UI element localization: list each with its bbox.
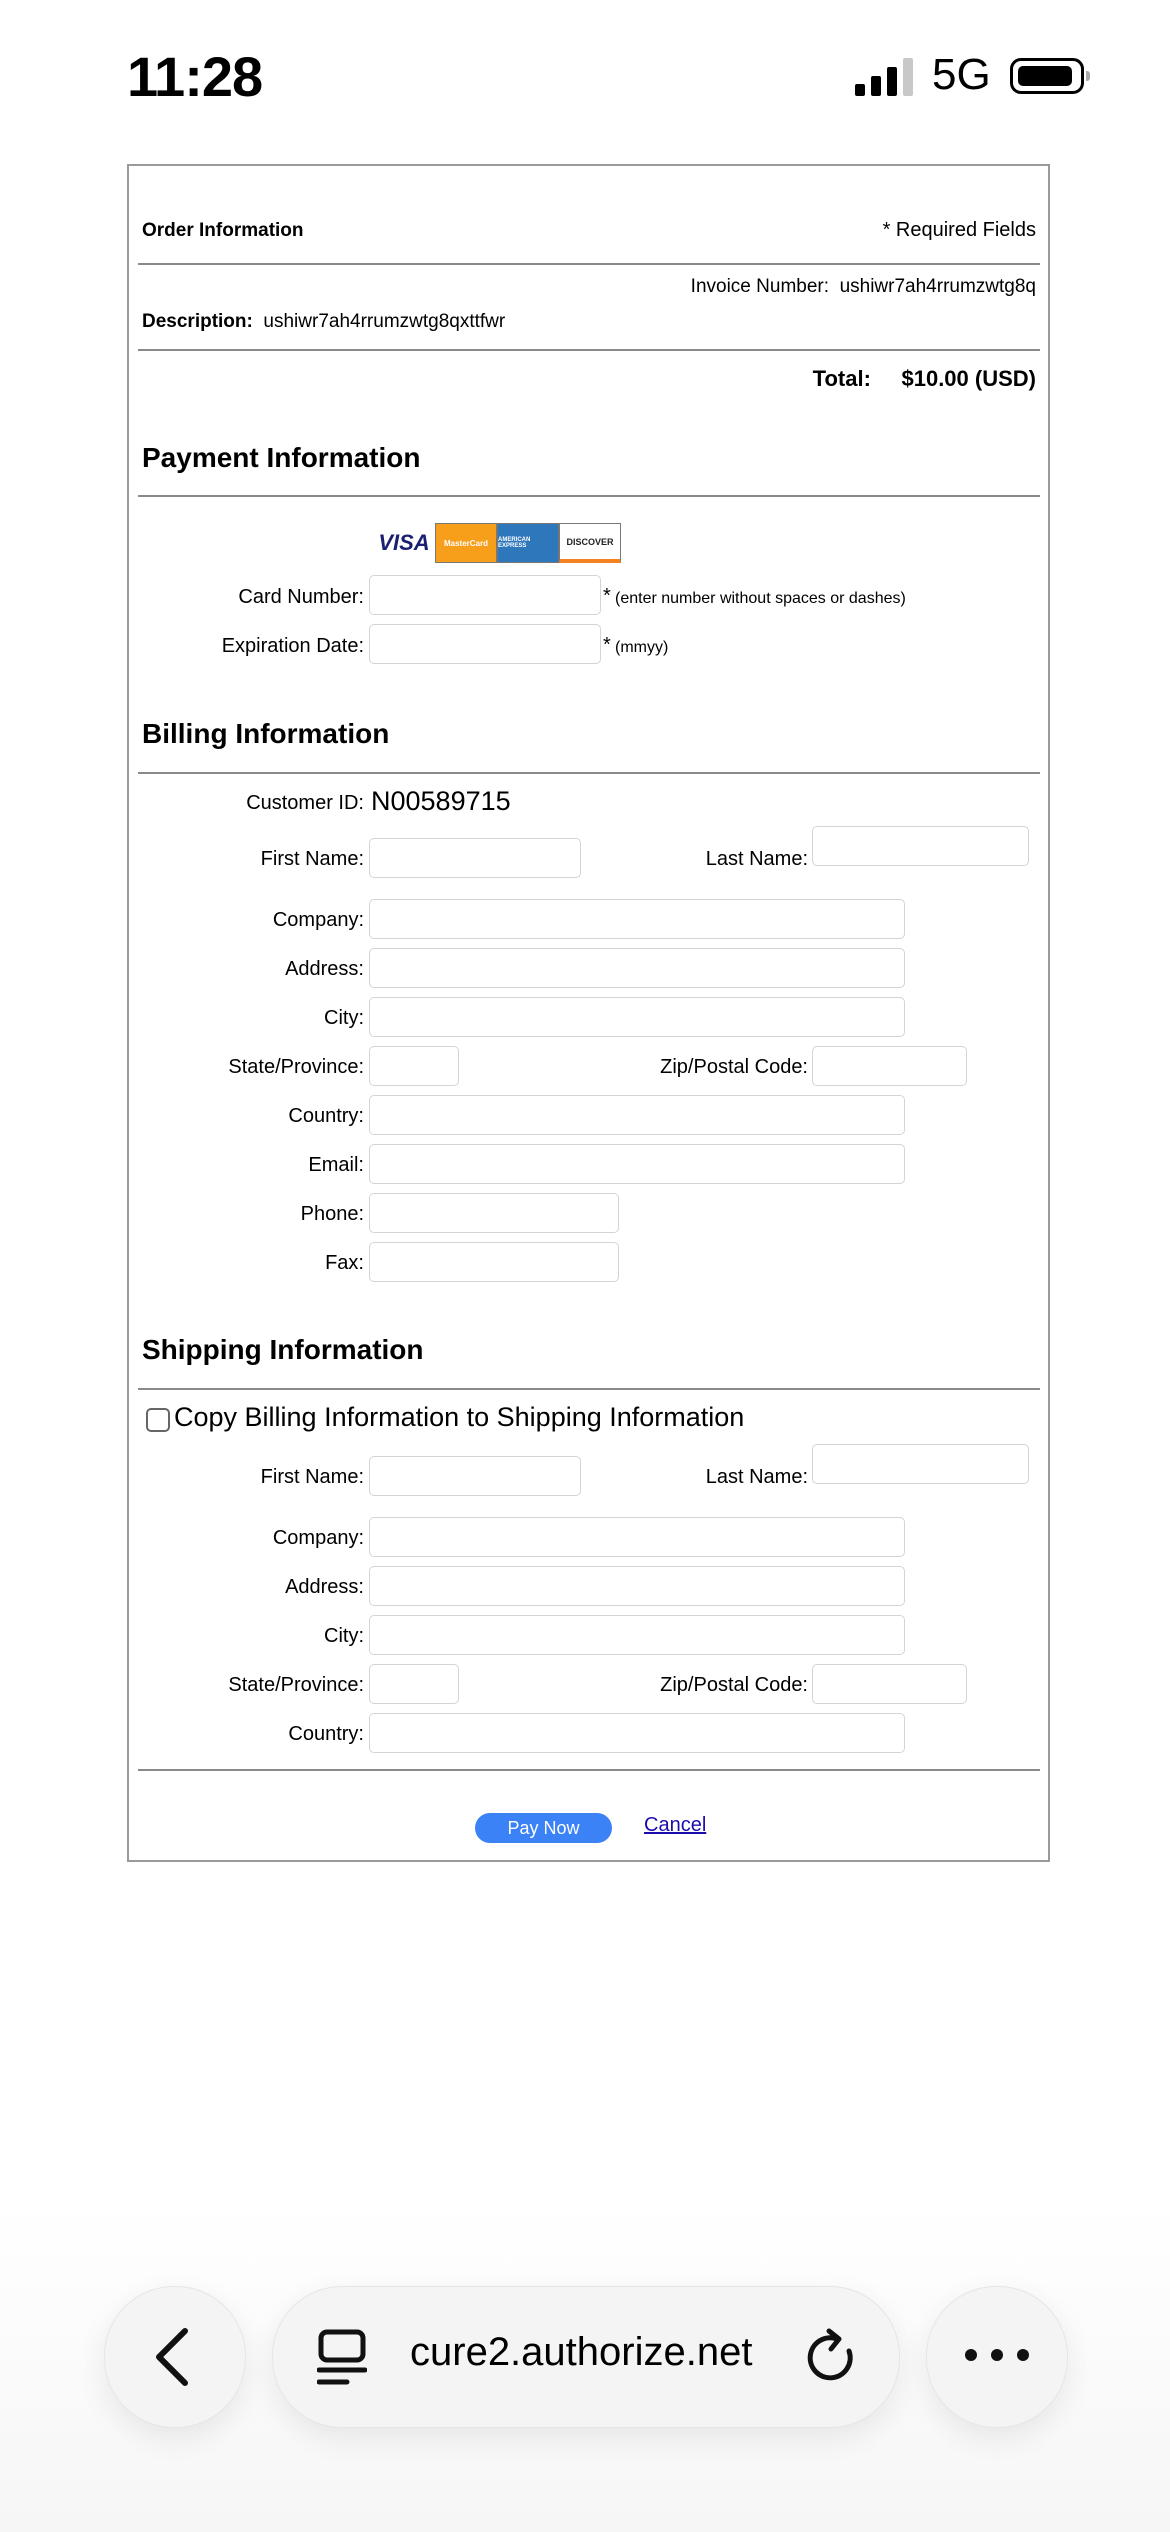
shipping-last-name-input[interactable] — [812, 1444, 1029, 1484]
shipping-zip-input[interactable] — [812, 1664, 967, 1704]
order-information-heading: Order Information — [142, 220, 304, 241]
payment-information-heading: Payment Information — [142, 442, 421, 473]
invoice-number — [691, 276, 1036, 298]
divider — [138, 1769, 1040, 1771]
copy-billing-label[interactable]: Copy Billing Information to Shipping Information — [174, 1402, 745, 1432]
billing-last-name-label: Last Name: — [705, 848, 808, 870]
description-value: ushiwr7ah4rrumzwtg8qxttfwr — [263, 311, 506, 332]
billing-email-label: Email: — [308, 1154, 364, 1176]
copy-billing-checkbox[interactable] — [146, 1408, 170, 1432]
billing-address-input[interactable] — [369, 948, 905, 988]
order-total — [813, 366, 1036, 392]
shipping-city-label: City: — [324, 1625, 364, 1647]
required-mark: * — [603, 585, 611, 607]
billing-first-name-label: First Name: — [260, 848, 364, 870]
billing-company-input[interactable] — [369, 899, 905, 939]
shipping-information-heading: Shipping Information — [142, 1334, 424, 1365]
required-mark: * — [603, 634, 611, 656]
shipping-address-input[interactable] — [369, 1566, 905, 1606]
description — [142, 311, 505, 333]
billing-fax-input[interactable] — [369, 1242, 619, 1282]
shipping-company-input[interactable] — [369, 1517, 905, 1557]
expiration-hint: (mmyy) — [615, 639, 669, 656]
shipping-first-name-input[interactable] — [369, 1456, 581, 1496]
visa-logo-icon: VISA — [378, 530, 430, 555]
shipping-state-input[interactable] — [369, 1664, 459, 1704]
pay-now-button[interactable]: Pay Now — [475, 1813, 612, 1843]
shipping-last-name-label: Last Name: — [705, 1466, 808, 1488]
billing-phone-input[interactable] — [369, 1193, 619, 1233]
cancel-link[interactable]: Cancel — [644, 1814, 707, 1836]
billing-company-label: Company: — [272, 909, 364, 931]
shipping-country-input[interactable] — [369, 1713, 905, 1753]
expiration-date-label: Expiration Date: — [221, 635, 364, 657]
card-number-hint: (enter number without spaces or dashes) — [615, 590, 906, 607]
customer-id-label: Customer ID: — [246, 792, 364, 814]
billing-country-input[interactable] — [369, 1095, 905, 1135]
divider — [138, 263, 1040, 265]
billing-address-label: Address: — [285, 958, 364, 980]
divider — [138, 772, 1040, 774]
shipping-company-label: Company: — [272, 1527, 364, 1549]
billing-information-heading: Billing Information — [142, 718, 390, 749]
more-button[interactable] — [926, 2286, 1068, 2428]
billing-last-name-input[interactable] — [812, 826, 1029, 866]
card-number-label: Card Number: — [238, 586, 364, 608]
billing-phone-label: Phone: — [300, 1203, 364, 1225]
shipping-zip-label: Zip/Postal Code: — [660, 1674, 808, 1696]
description-label: Description: — [142, 311, 253, 332]
billing-fax-label: Fax: — [325, 1252, 364, 1274]
billing-country-label: Country: — [288, 1105, 364, 1127]
amex-logo-icon: AMERICAN EXPRESS — [497, 523, 559, 563]
billing-city-label: City: — [324, 1007, 364, 1029]
divider — [138, 349, 1040, 351]
discover-logo-icon: DISCOVER — [559, 523, 621, 563]
customer-id-value: N00589715 — [371, 786, 511, 816]
total-label: Total: — [812, 366, 871, 391]
card-number-input[interactable] — [369, 575, 601, 615]
required-fields-note: * Required Fields — [882, 219, 1036, 241]
shipping-state-label: State/Province: — [228, 1674, 364, 1696]
divider — [138, 1388, 1040, 1390]
status-bar — [0, 0, 1170, 150]
billing-state-label: State/Province: — [228, 1056, 364, 1078]
status-time: 11:28 — [127, 45, 263, 108]
chevron-left-icon — [151, 2327, 195, 2387]
billing-first-name-input[interactable] — [369, 838, 581, 878]
total-value: $10.00 (USD) — [901, 366, 1036, 391]
mastercard-logo-icon: MasterCard — [435, 523, 497, 563]
back-button[interactable] — [104, 2286, 246, 2428]
invoice-value: ushiwr7ah4rrumzwtg8q — [839, 276, 1036, 297]
billing-zip-label: Zip/Postal Code: — [660, 1056, 808, 1078]
billing-state-input[interactable] — [369, 1046, 459, 1086]
shipping-country-label: Country: — [288, 1723, 364, 1745]
network-type: 5G — [932, 50, 991, 99]
divider — [138, 495, 1040, 497]
payment-form — [127, 164, 1050, 1862]
invoice-label: Invoice Number: — [690, 276, 830, 297]
billing-zip-input[interactable] — [812, 1046, 967, 1086]
url-text[interactable]: cure2.authorize.net — [410, 2330, 753, 2374]
billing-city-input[interactable] — [369, 997, 905, 1037]
accepted-cards — [373, 523, 621, 565]
billing-email-input[interactable] — [369, 1144, 905, 1184]
tabs-icon — [317, 2329, 367, 2387]
cellular-signal-icon — [855, 58, 917, 96]
battery-icon — [1010, 58, 1084, 94]
shipping-city-input[interactable] — [369, 1615, 905, 1655]
reload-icon[interactable] — [803, 2327, 861, 2387]
shipping-address-label: Address: — [285, 1576, 364, 1598]
expiration-date-input[interactable] — [369, 624, 601, 664]
shipping-first-name-label: First Name: — [260, 1466, 364, 1488]
more-icon — [963, 2347, 1031, 2363]
